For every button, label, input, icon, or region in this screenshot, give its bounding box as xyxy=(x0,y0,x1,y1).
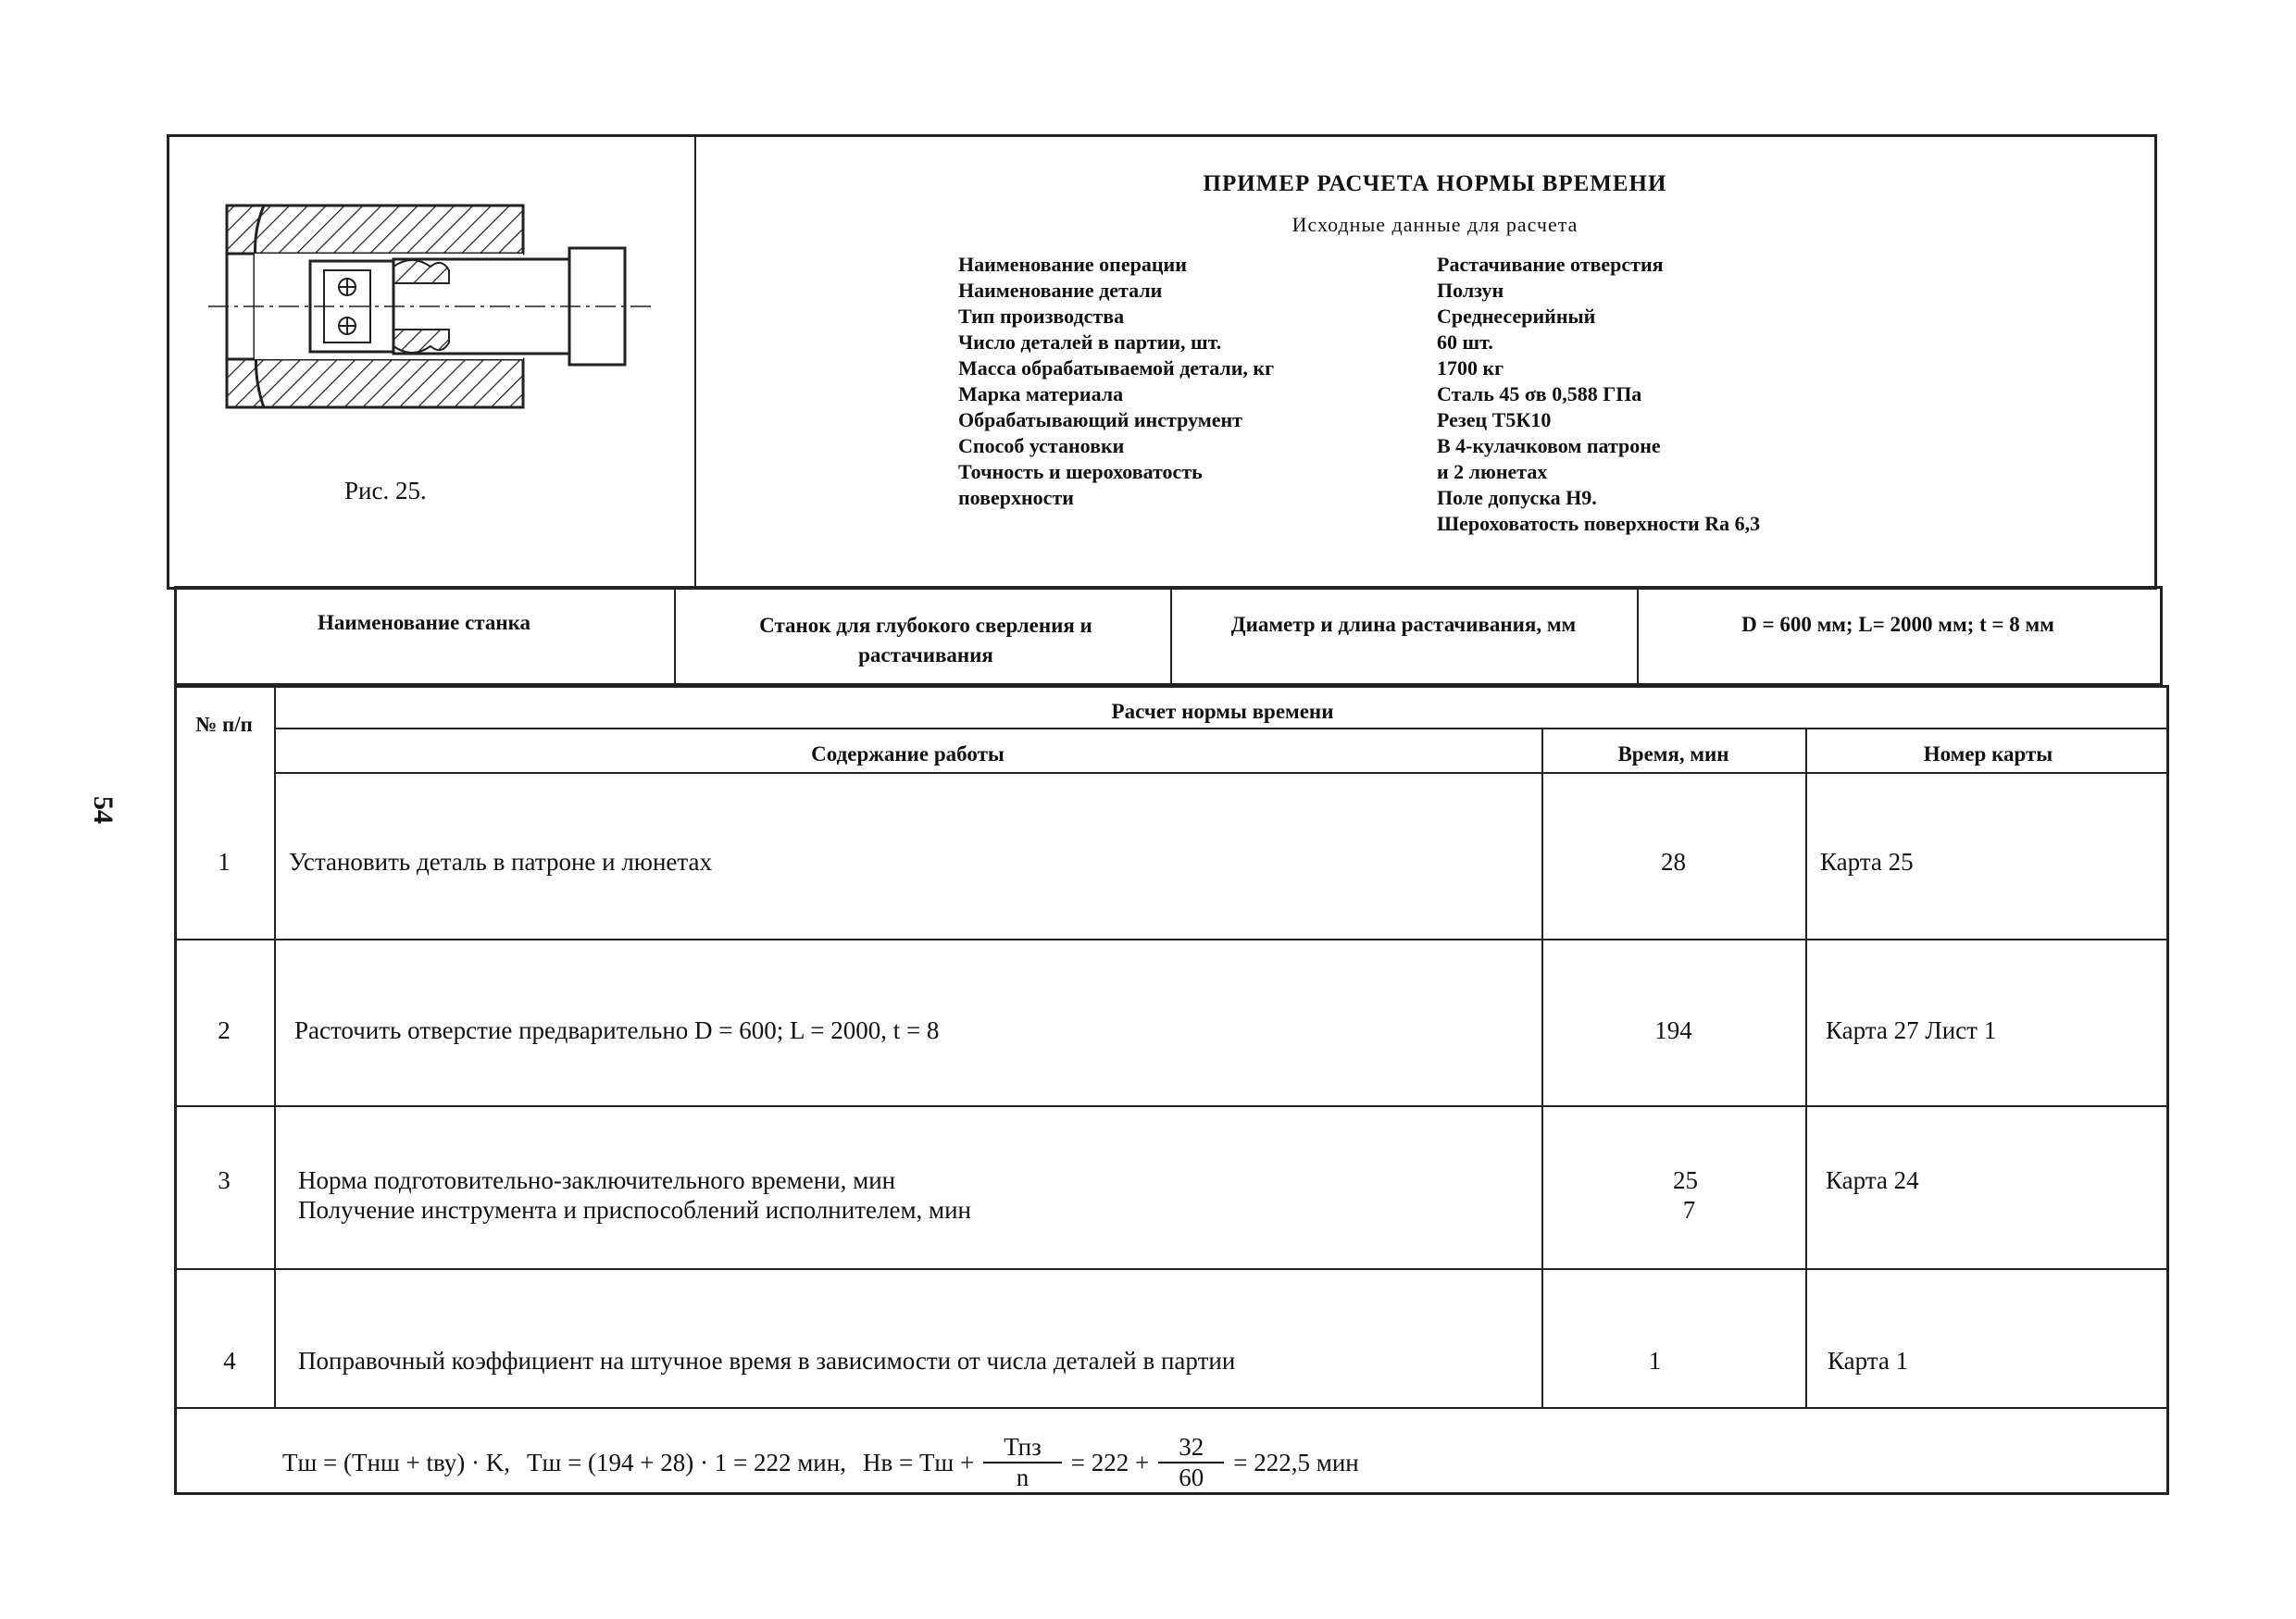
boring-sketch-image xyxy=(208,194,653,426)
row-card: Карта 25 xyxy=(1820,848,1914,876)
row-card: Карта 27 Лист 1 xyxy=(1826,1016,1997,1044)
param-label: Наименование операции xyxy=(958,253,1187,276)
formula-part: = 222,5 мин xyxy=(1233,1448,1359,1476)
fraction-denominator: n xyxy=(1016,1463,1029,1491)
machine-value: Станок для глубокого сверления и растачивания xyxy=(759,614,1092,666)
param-value: 1700 кг xyxy=(1437,356,1504,380)
fraction xyxy=(1158,1433,1224,1492)
formula-part: Нв = Тш + xyxy=(862,1448,975,1476)
table-hline xyxy=(274,772,2169,774)
param-value: Ползун xyxy=(1437,279,1504,302)
row-time: 25 xyxy=(1673,1166,1698,1194)
row-card: Карта 24 xyxy=(1826,1166,1919,1194)
row-work-extra: Получение инструмента и приспособлений исполнителем, мин xyxy=(298,1196,972,1224)
param-value: и 2 люнетах xyxy=(1437,460,1548,483)
page-title: ПРИМЕР РАСЧЕТА НОРМЫ ВРЕМЕНИ xyxy=(1203,171,1667,196)
param-value: Среднесерийный xyxy=(1437,305,1596,328)
param-label: Марка материала xyxy=(958,382,1124,405)
param-value: Шероховатость поверхности Ra 6,3 xyxy=(1437,512,1761,535)
formula-part: Тш = (Тнш + tву) · K, xyxy=(282,1448,511,1476)
fraction-numerator: 32 xyxy=(1158,1433,1224,1463)
table-hline xyxy=(274,728,2169,729)
row-number: 3 xyxy=(218,1166,231,1194)
dimension-label: Диаметр и длина растачивания, мм xyxy=(1230,613,1577,636)
param-value: 60 шт. xyxy=(1437,330,1493,354)
figure-sketch xyxy=(208,194,653,426)
col-number-header: № п/п xyxy=(195,713,253,736)
machine-divider-1 xyxy=(674,586,676,686)
param-value: Сталь 45 σв 0,588 ГПа xyxy=(1437,382,1642,405)
header-divider xyxy=(694,134,696,590)
fraction-denominator: 60 xyxy=(1179,1463,1204,1491)
col-card-header: Номер карты xyxy=(1923,742,2053,766)
table-vline xyxy=(274,685,276,1407)
param-value: Растачивание отверстия xyxy=(1437,253,1664,276)
param-value: В 4-кулачковом патроне xyxy=(1437,434,1661,457)
param-label: Способ установки xyxy=(958,434,1125,457)
table-hline xyxy=(174,1407,2169,1409)
param-labels xyxy=(958,252,1403,511)
param-label: Число деталей в партии, шт. xyxy=(958,330,1222,354)
param-value: Поле допуска Н9. xyxy=(1437,486,1597,509)
row-number: 4 xyxy=(223,1347,236,1375)
table-hline xyxy=(174,1268,2169,1270)
param-values xyxy=(1437,252,1955,537)
param-value: Резец Т5К10 xyxy=(1437,408,1552,431)
fraction-numerator: Тпз xyxy=(983,1433,1062,1463)
row-number: 1 xyxy=(218,848,231,876)
row-work: Установить деталь в патроне и люнетах xyxy=(289,848,713,876)
fraction xyxy=(983,1433,1062,1492)
table-vline xyxy=(1805,728,1807,1407)
page-subtitle: Исходные данные для расчета xyxy=(1292,213,1578,236)
param-label: Точность и шероховатость xyxy=(958,460,1203,483)
param-label: Масса обрабатываемой детали, кг xyxy=(958,356,1275,380)
formula-part: Тш = (194 + 28) · 1 = 222 мин, xyxy=(527,1448,846,1476)
param-label: Обрабатывающий инструмент xyxy=(958,408,1242,431)
col-time-header: Время, мин xyxy=(1617,742,1729,766)
row-time: 1 xyxy=(1648,1347,1662,1375)
page-number: 54 xyxy=(88,796,119,824)
table-hline xyxy=(174,939,2169,940)
param-label: Тип производства xyxy=(958,305,1125,328)
row-time-extra: 7 xyxy=(1682,1196,1696,1224)
row-work: Норма подготовительно-заключительного времени, мин xyxy=(298,1166,896,1194)
row-number: 2 xyxy=(218,1016,231,1044)
row-time: 28 xyxy=(1661,848,1686,876)
table-vline xyxy=(1541,728,1543,1407)
param-label: поверхности xyxy=(958,486,1074,509)
formula-part: = 222 + xyxy=(1070,1448,1150,1476)
group-header: Расчет нормы времени xyxy=(1111,700,1334,723)
row-work: Расточить отверстие предварительно D = 600; L = 2000, t = 8 xyxy=(294,1016,940,1044)
param-label: Наименование детали xyxy=(958,279,1163,302)
machine-label: Наименование станка xyxy=(317,611,531,634)
table-hline xyxy=(174,1105,2169,1107)
time-formula xyxy=(282,1433,2134,1492)
row-card: Карта 1 xyxy=(1828,1347,1909,1375)
figure-caption: Рис. 25. xyxy=(344,477,427,504)
col-work-header: Содержание работы xyxy=(811,742,1004,766)
dimension-value: D = 600 мм; L= 2000 мм; t = 8 мм xyxy=(1741,613,2054,636)
row-work: Поправочный коэффициент на штучное время в зависимости от числа деталей в партии xyxy=(298,1347,1236,1375)
row-time: 194 xyxy=(1654,1016,1692,1044)
